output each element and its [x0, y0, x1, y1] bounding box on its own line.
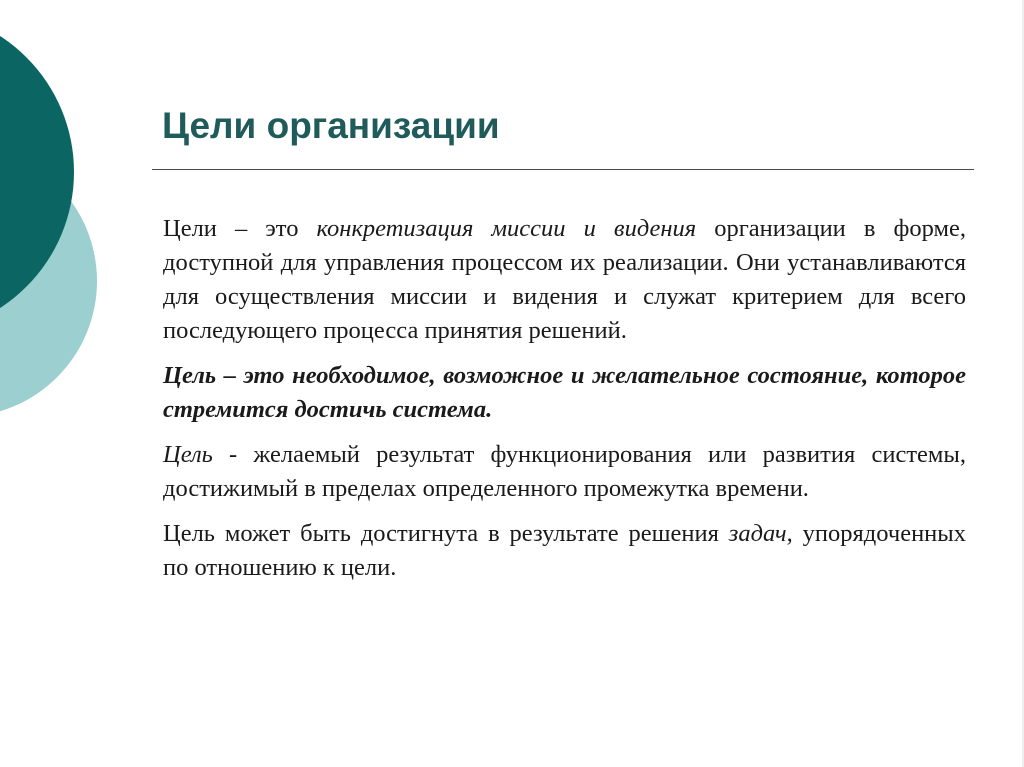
paragraph-goals-definition: [163, 212, 966, 348]
paragraph-goal-result-text: желаемый результат функционирования или развития системы, достижимый в пределах определенного промежутка времени.: [163, 441, 966, 502]
paragraph-goal-result: [163, 438, 966, 506]
paragraph-goal-tasks-text-1: Цель может быть достигнута в результате решения: [163, 520, 729, 547]
slide-body: [163, 212, 966, 596]
paragraph-goal-tasks-text-2: , упорядоченных по отношению к цели.: [163, 520, 967, 581]
paragraph-goals-definition-text-1: Цели – это: [163, 215, 317, 242]
paragraph-goal-result-term: Цель -: [163, 441, 238, 468]
paragraph-goal-tasks-emphasis: задач: [728, 520, 787, 547]
paragraph-goals-definition-text-2: организации в форме, доступной для управления процессом их реализации. Они устанавливаются для осуществления миссии и видения и служат критерием для всего последующего процесса принятия решений.: [163, 215, 966, 344]
paragraph-goal-state: Цель – это необходимое, возможное и желательное состояние, которое стремится достичь система.: [163, 362, 966, 423]
paragraph-goals-definition-emphasis: конкретизация миссии и видения: [316, 215, 697, 242]
title-divider: [152, 169, 974, 170]
slide-title: Цели организации: [162, 105, 500, 146]
paragraph-goal-tasks: [163, 517, 966, 585]
